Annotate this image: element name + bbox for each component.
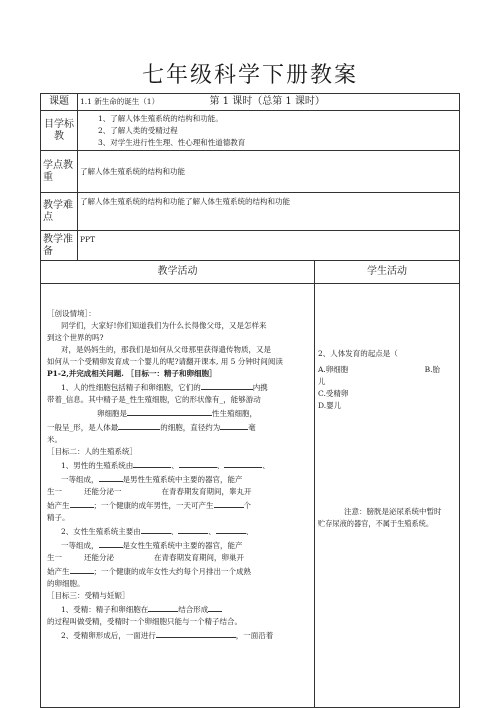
document-title: 七年级科学下册教案 xyxy=(141,63,358,88)
option-d: D.婴儿 xyxy=(318,401,342,410)
goals-list xyxy=(78,111,460,151)
text-line: 始产生 ；一个健康的成年女性大约每个月排出一个成熟 xyxy=(47,564,310,578)
topic-value: 1.1 新生命的诞生（1） xyxy=(80,97,160,106)
text-line: 的过程叫做受精，受精时一个卵细胞只能与一个精子结合。 xyxy=(47,617,242,626)
student-activity-header: 学生活动 xyxy=(315,261,460,284)
text-line: 米。 xyxy=(47,435,62,444)
activity-body-row xyxy=(41,284,460,708)
text-line: 到这个世界的吗? xyxy=(47,333,104,342)
text-line: 生一 还能分泌 在青春期发育期间，卵巢开 xyxy=(47,553,244,562)
text-line: 一等组成， 是女性生殖系统中主要的器官，能产 xyxy=(47,538,310,552)
text-line: 卵细胞是 性生殖细胞， xyxy=(47,406,310,420)
activity-header-row xyxy=(41,261,460,284)
period-label: 第 1 课时（总第 1 课时） xyxy=(209,96,325,107)
option-b-wrap: 儿 xyxy=(318,377,326,386)
section-goal-three: ［目标三：受精与妊娠］ xyxy=(47,591,130,600)
text-line: 一般呈_形，是人体最 的细胞，直径约为 毫 xyxy=(47,420,310,434)
section-goal-two: ［目标二：人的生殖系统］ xyxy=(47,447,137,456)
difficulty-label: 教学难点 xyxy=(41,193,78,231)
student-activity-content xyxy=(315,284,460,708)
text-line: 同学们，大家好!你们知道我们为什么长得像父母，又是怎样来 xyxy=(61,321,267,330)
question-stem: 2、人体发育的起点是（ xyxy=(318,349,398,358)
text-line: 生一 还能分泌一 在青春期发育期间，睾丸开 xyxy=(47,487,252,496)
text-line: 精子。 xyxy=(47,513,70,522)
text-line: 带着_信息。其中精子是_性生殖细胞，它的形状像有_，能够游动 xyxy=(47,395,261,404)
option-row xyxy=(318,364,456,376)
text-line: P1-2,并完成相关问题. ［目标一：精子和卵细胞］ xyxy=(47,369,217,378)
key-points-value: 了解人体生殖系统的结构和功能 xyxy=(78,151,460,193)
goal-item: 1、了解人体生殖系统的结构和功能。 xyxy=(98,113,223,123)
difficulty-row xyxy=(41,193,460,231)
option-b: B.胎 xyxy=(424,365,440,374)
goal-item: 3、对学生进行性生理、性心理和性道德教育 xyxy=(98,137,246,147)
goals-row xyxy=(41,111,460,151)
goal-item: 2、了解人类的受精过程 xyxy=(98,125,178,135)
prep-row xyxy=(41,231,460,261)
text-line: 1、人的性细胞包括精子和卵细胞，它们的 内携 xyxy=(47,380,310,394)
text-line: 1、男性的生殖系统由 、 、 、 xyxy=(47,458,310,472)
text-line: 1、受精：精子和卵细胞在 结合形成 xyxy=(47,602,310,616)
topic-row xyxy=(41,94,460,111)
prep-value: PPT xyxy=(78,231,460,261)
option-c: C.受精卵 xyxy=(318,389,349,398)
note-line: 注意：膀胱是泌尿系统中暂时 xyxy=(344,507,442,516)
teaching-activity-header: 教学活动 xyxy=(41,261,315,284)
note-line: 贮存尿液的器官，不属于生殖系统。 xyxy=(318,519,434,528)
text-line: 2、女性生殖系统主要由 、 、 、 xyxy=(47,524,310,538)
text-line: 2、受精卵形成后，一面进行 ，一面沿着 xyxy=(47,628,310,642)
teaching-activity-content xyxy=(41,284,315,708)
text-line: 对，是妈妈生的，那我们是如何从父母那里获得遗传物质，又是 xyxy=(61,345,271,354)
text-line: 始产生 ；一个健康的成年男性，一天可产生 个 xyxy=(47,498,310,512)
topic-label: 课题 xyxy=(41,94,78,111)
lesson-plan-table xyxy=(40,93,460,708)
option-a: A.卵细胞 xyxy=(318,365,349,374)
text-line: 如何从一个受精卵发育成一个婴儿的呢?请翻开课本, 用 5 分钟时间阅读 xyxy=(47,357,283,366)
difficulty-value: 了解人体生殖系统的结构和功能了解人体生殖系统的结构和功能 xyxy=(78,193,460,231)
text-line: 一等组成， 是男性生殖系统中主要的器官，能产 xyxy=(47,472,310,486)
section-situation: ［创设情境］： xyxy=(47,309,96,318)
key-points-row xyxy=(41,151,460,193)
prep-label: 教学准备 xyxy=(41,231,78,261)
key-points-label: 学点教重 xyxy=(41,151,78,193)
text-line: 的卵细胞。 xyxy=(47,579,85,588)
goals-label: 目学标教 xyxy=(41,111,78,151)
